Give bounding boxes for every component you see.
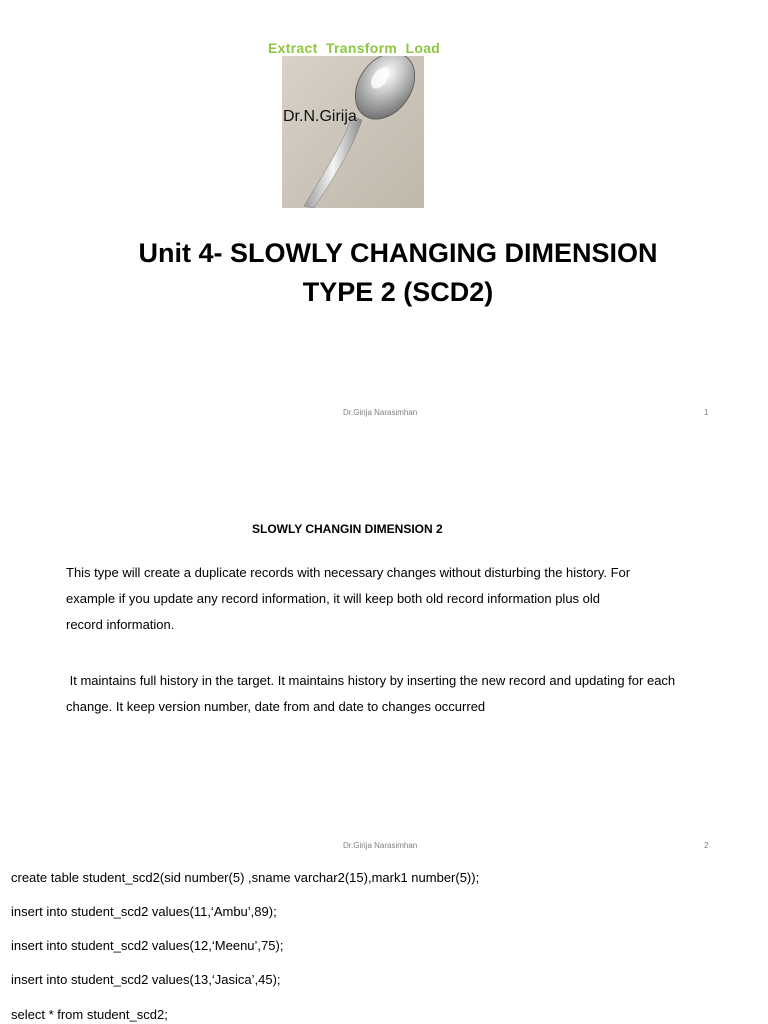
spoon-photo — [282, 56, 424, 208]
etl-banner-text: Extract Transform Load — [268, 40, 441, 56]
slide-title — [100, 234, 696, 312]
sql-line: select * from student_scd2; — [11, 1007, 168, 1022]
author-caption: Dr.N.Girija — [283, 108, 357, 125]
sql-line: insert into student_scd2 values(12,‘Meenu’,75); — [11, 938, 284, 953]
footer-page-number: 2 — [704, 841, 709, 850]
sql-line: insert into student_scd2 values(11,‘Ambu’,89); — [11, 904, 277, 919]
footer-author: Dr.Girija Narasimhan — [343, 841, 418, 850]
paragraph-2 — [66, 668, 726, 720]
section-heading: SLOWLY CHANGIN DIMENSION 2 — [252, 522, 443, 536]
slide-title-line-1: Unit 4- SLOWLY CHANGING DIMENSION — [138, 238, 658, 268]
sql-line: insert into student_scd2 values(13,‘Jasica’,45); — [11, 972, 281, 987]
footer-author: Dr.Girija Narasimhan — [343, 408, 418, 417]
paragraph-line: change. It keep version number, date from and date to changes occurred — [66, 699, 486, 714]
sql-line: create table student_scd2(sid number(5) ,sname varchar2(15),mark1 number(5)); — [11, 870, 480, 885]
paragraph-line: This type will create a duplicate records with necessary changes without disturbing the history. For — [66, 565, 631, 580]
paragraph-line: example if you update any record information, it will keep both old record information plus old — [66, 591, 601, 606]
footer-page-number: 1 — [704, 408, 709, 417]
slide-title-line-2: TYPE 2 (SCD2) — [302, 277, 494, 307]
paragraph-1 — [66, 560, 706, 638]
paragraph-line: It maintains full history in the target. It maintains history by inserting the new record and updating for each — [66, 673, 676, 688]
paragraph-line: record information. — [66, 617, 175, 632]
